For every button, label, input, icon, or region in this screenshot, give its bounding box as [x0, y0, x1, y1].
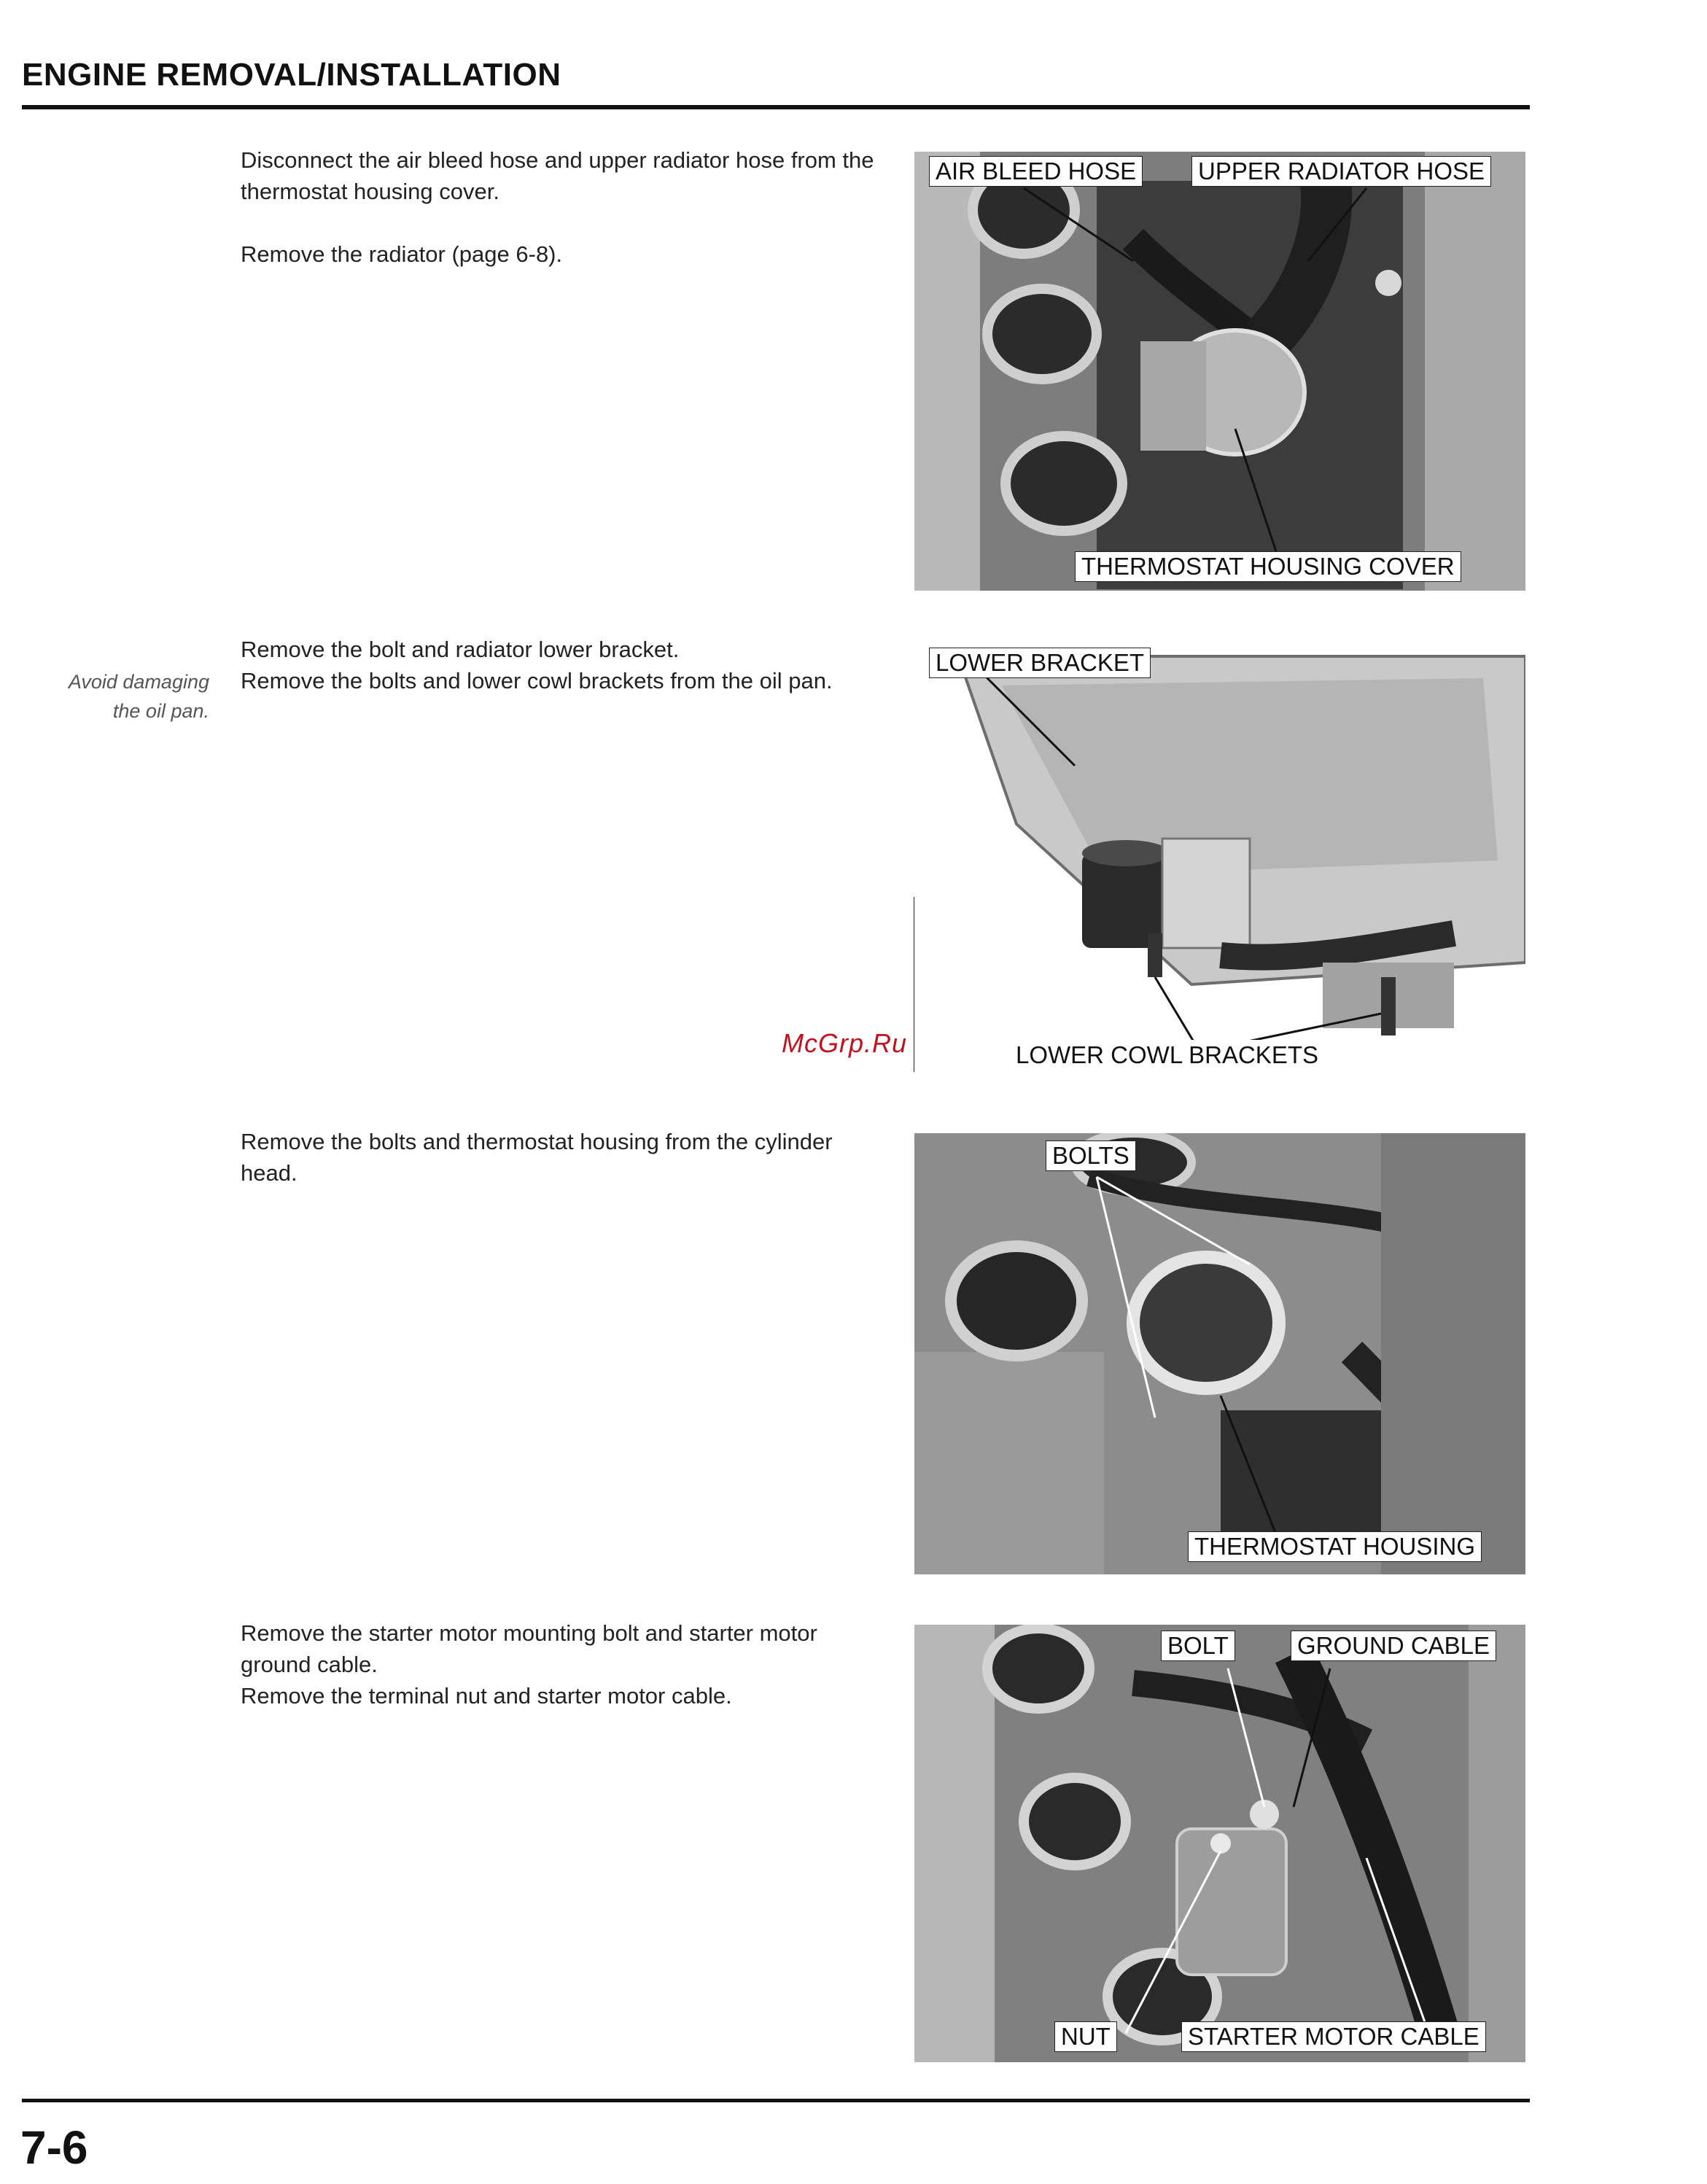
side-note-line-2: the oil pan. [112, 700, 209, 722]
step-1-paragraph-2: Remove the radiator (page 6-8). [241, 241, 563, 267]
step-3-paragraph-1: Remove the bolts and thermostat housing from the cylinder head. [241, 1129, 833, 1186]
step-4-line-2: Remove the terminal nut and starter motor cable. [241, 1683, 732, 1709]
step-3-text [241, 1126, 882, 1189]
photo-starter-motor [914, 1625, 1525, 2062]
label-air-bleed-hose: AIR BLEED HOSE [929, 156, 1143, 187]
label-starter-motor-cable: STARTER MOTOR CABLE [1181, 2021, 1486, 2052]
header-rule [22, 105, 1530, 109]
page-number: 7-6 [20, 2121, 88, 2174]
label-bolts: BOLTS [1046, 1140, 1136, 1171]
photo-lower-brackets [914, 642, 1525, 1083]
label-lower-cowl-brackets: LOWER COWL BRACKETS [1009, 1040, 1325, 1070]
label-bolt: BOLT [1161, 1631, 1235, 1661]
label-thermostat-housing: THERMOSTAT HOUSING [1188, 1531, 1482, 1562]
page-title: ENGINE REMOVAL/INSTALLATION [22, 57, 561, 93]
label-thermostat-housing-cover: THERMOSTAT HOUSING COVER [1075, 551, 1461, 582]
label-lower-bracket: LOWER BRACKET [929, 648, 1151, 678]
step-2-text [241, 634, 882, 696]
watermark: McGrp.Ru [782, 1028, 908, 1058]
callout-arrows-3 [914, 1133, 1525, 1574]
step-4-text [241, 1617, 882, 1711]
label-nut: NUT [1054, 2021, 1117, 2052]
step-1-paragraph-1: Disconnect the air bleed hose and upper radiator hose from the thermostat housing cover. [241, 147, 874, 204]
caution-side-note [42, 667, 209, 726]
step-2-line-2: Remove the bolts and lower cowl brackets from the oil pan. [241, 668, 833, 693]
photo-thermostat-housing-cover [914, 152, 1525, 591]
callout-arrows-1 [914, 152, 1525, 591]
callout-arrows-4 [914, 1625, 1525, 2062]
label-upper-radiator-hose: UPPER RADIATOR HOSE [1191, 156, 1491, 187]
label-ground-cable: GROUND CABLE [1291, 1631, 1496, 1661]
photo-thermostat-housing [914, 1133, 1525, 1574]
step-2-line-1: Remove the bolt and radiator lower bracket. [241, 637, 680, 662]
side-note-line-1: Avoid damaging [68, 671, 209, 693]
step-4-line-1: Remove the starter motor mounting bolt and starter motor ground cable. [241, 1620, 817, 1677]
footer-rule [22, 2099, 1530, 2102]
step-1-text [241, 144, 882, 270]
callout-arrows-2 [914, 642, 1525, 1083]
